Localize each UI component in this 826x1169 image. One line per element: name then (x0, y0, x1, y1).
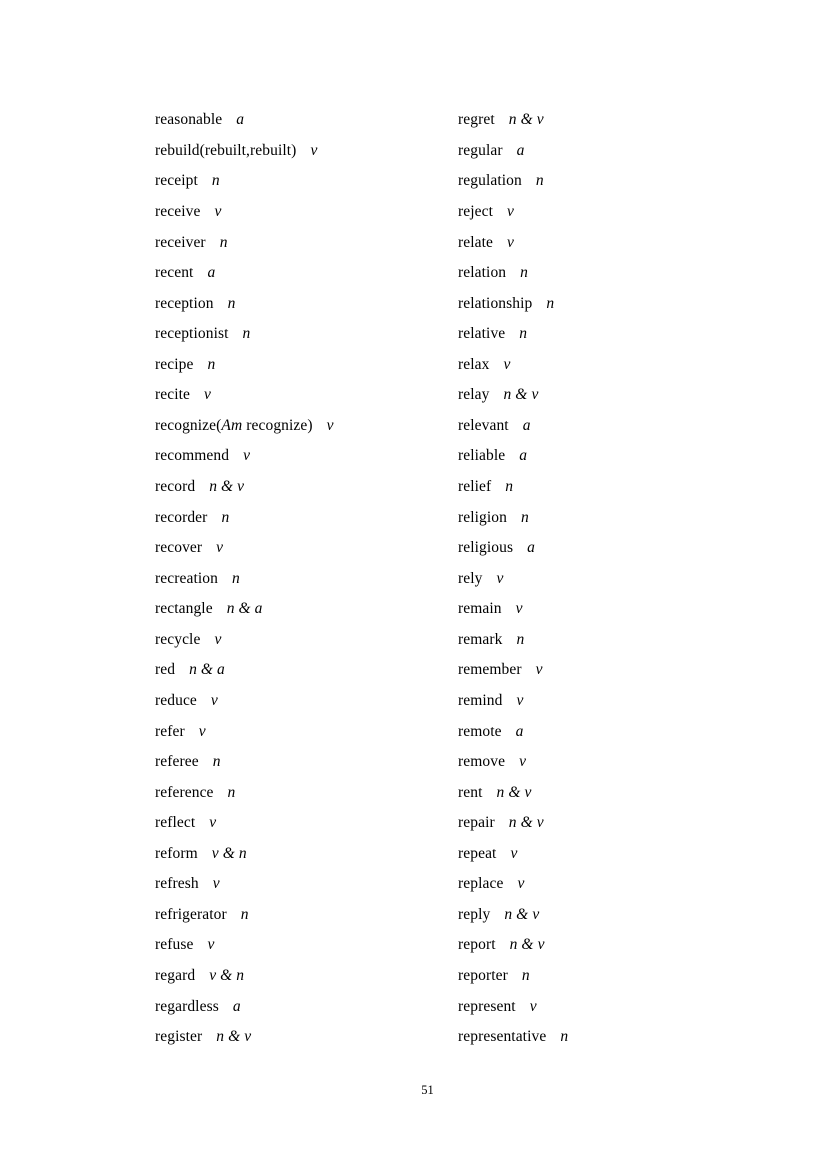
word-entry (155, 1022, 334, 1053)
pos-tag: v (519, 753, 527, 771)
word-entry (155, 411, 334, 442)
word-entry (155, 686, 334, 717)
word-text: reply (458, 905, 491, 923)
word-text: reflect (155, 814, 196, 832)
word-text: religious (458, 539, 514, 557)
word-entry (155, 227, 334, 258)
pos-tag: v (535, 661, 543, 679)
word-entry (155, 869, 334, 900)
pos-tag: n (207, 355, 216, 373)
word-entry (458, 961, 568, 992)
word-entry (155, 930, 334, 961)
word-text: relax (458, 355, 490, 373)
word-entry (458, 197, 568, 228)
pos-tag: v (507, 202, 514, 220)
word-entry (155, 991, 334, 1022)
pos-tag: v (198, 722, 206, 740)
word-entry (155, 258, 334, 289)
word-list-column-left (155, 105, 334, 1052)
word-entry (458, 594, 568, 625)
word-text: regardless (155, 997, 219, 1015)
pos-tag: n & a (226, 600, 263, 618)
word-text: replace (458, 875, 504, 893)
pos-tag: n (521, 967, 530, 985)
pos-tag: n (231, 569, 240, 587)
pos-tag: n (219, 233, 228, 251)
pos-tag: a (519, 447, 528, 465)
word-entry (155, 166, 334, 197)
pos-tag: n (535, 172, 544, 190)
word-entry (458, 808, 568, 839)
word-text: refer (155, 722, 185, 740)
word-entry (155, 716, 334, 747)
pos-tag: a (232, 997, 241, 1015)
word-entry (458, 258, 568, 289)
pos-tag: n & v (508, 111, 544, 129)
pos-tag: n (240, 905, 249, 923)
pos-tag: v & n (211, 844, 247, 862)
word-entry (458, 288, 568, 319)
word-text: reliable (458, 447, 506, 465)
word-text: relevant (458, 416, 509, 434)
pos-tag: v (204, 386, 211, 404)
word-text: recommend (155, 447, 230, 465)
pos-tag: v (216, 539, 224, 557)
word-text: remain (458, 600, 502, 618)
pos-tag: n (242, 325, 251, 343)
word-entry (458, 105, 568, 136)
word-entry (458, 502, 568, 533)
pos-tag: v (517, 875, 525, 893)
word-text: reporter (458, 967, 508, 985)
word-text: refrigerator (155, 905, 227, 923)
word-text: recite (155, 386, 191, 404)
word-entry (458, 716, 568, 747)
word-text: remark (458, 630, 503, 648)
word-entry (458, 839, 568, 870)
pos-tag: v (243, 447, 251, 465)
word-text: rectangle (155, 600, 213, 618)
word-entry (458, 166, 568, 197)
pos-tag: a (522, 416, 531, 434)
word-entry (155, 808, 334, 839)
pos-tag: v (516, 691, 524, 709)
pos-tag: a (515, 722, 524, 740)
pos-tag: v (507, 233, 514, 251)
pos-tag: n (521, 508, 529, 526)
pos-tag: a (207, 264, 216, 282)
word-text: represent (458, 997, 516, 1015)
word-text: remember (458, 661, 522, 679)
word-text: reception (155, 294, 214, 312)
pos-tag: v (210, 691, 218, 709)
word-text: relay (458, 386, 490, 404)
word-text: refresh (155, 875, 199, 893)
word-text: relationship (458, 294, 533, 312)
word-text: recycle (155, 630, 201, 648)
word-entry (155, 380, 334, 411)
word-entry (458, 869, 568, 900)
word-text: religion (458, 508, 508, 526)
word-text: reject (458, 202, 494, 220)
word-entry (155, 319, 334, 350)
pos-tag: v (209, 814, 217, 832)
word-text: regulation (458, 172, 522, 190)
word-text: reform (155, 844, 198, 862)
word-entry (458, 1022, 568, 1053)
word-entry (155, 777, 334, 808)
word-entry (155, 105, 334, 136)
word-text: relate (458, 233, 494, 251)
pos-tag: v (214, 630, 222, 648)
word-entry (458, 380, 568, 411)
word-text: refuse (155, 936, 194, 954)
word-text: receiver (155, 233, 206, 251)
pos-tag: v (496, 569, 504, 587)
pos-tag: v (207, 936, 215, 954)
word-entry (458, 930, 568, 961)
word-text: recognize(Am recognize) (155, 416, 313, 434)
word-entry (458, 686, 568, 717)
word-entry (458, 472, 568, 503)
word-entry (155, 472, 334, 503)
pos-tag: n & v (209, 478, 245, 496)
word-entry (155, 594, 334, 625)
word-list-column-right (458, 105, 568, 1052)
word-entry (458, 655, 568, 686)
word-text: representative (458, 1028, 547, 1046)
pos-tag: n & v (504, 905, 540, 923)
pos-tag: n & v (216, 1028, 252, 1046)
pos-tag: n & v (503, 386, 539, 404)
word-entry (155, 288, 334, 319)
word-text: receive (155, 202, 201, 220)
word-entry (155, 900, 334, 931)
word-text: recorder (155, 508, 208, 526)
word-text: rebuild(rebuilt,rebuilt) (155, 141, 297, 159)
word-text: regular (458, 141, 503, 159)
word-entry (155, 625, 334, 656)
pos-tag: n (546, 294, 555, 312)
pos-tag: a (236, 111, 245, 129)
word-entry (458, 625, 568, 656)
word-entry (458, 441, 568, 472)
pos-tag: v (214, 202, 222, 220)
word-entry (458, 227, 568, 258)
word-entry (155, 350, 334, 381)
pos-tag: n (560, 1028, 569, 1046)
word-text: recipe (155, 355, 194, 373)
word-entry (458, 319, 568, 350)
word-text: regard (155, 967, 196, 985)
pos-tag: v (503, 355, 511, 373)
pos-tag: n (516, 630, 525, 648)
pos-tag: v & n (209, 967, 245, 985)
word-text: referee (155, 753, 199, 771)
word-entry (155, 441, 334, 472)
pos-tag: n & v (508, 814, 544, 832)
word-text: remote (458, 722, 502, 740)
word-text: receptionist (155, 325, 229, 343)
pos-tag: v (515, 600, 523, 618)
word-entry (458, 350, 568, 381)
word-text: relief (458, 478, 492, 496)
word-entry (458, 563, 568, 594)
word-entry (155, 533, 334, 564)
word-entry (155, 839, 334, 870)
word-text: reasonable (155, 111, 223, 129)
pos-tag: n (520, 264, 528, 282)
word-entry (155, 655, 334, 686)
word-entry (155, 502, 334, 533)
pos-tag: n (212, 753, 221, 771)
word-entry (458, 747, 568, 778)
pos-tag: n (505, 478, 514, 496)
word-entry (155, 961, 334, 992)
word-text: repeat (458, 844, 497, 862)
word-text: register (155, 1028, 203, 1046)
word-text: recreation (155, 569, 218, 587)
word-entry (458, 136, 568, 167)
pos-tag: a (516, 141, 525, 159)
word-entry (458, 991, 568, 1022)
word-entry (155, 563, 334, 594)
pos-tag: n (211, 172, 220, 190)
word-text: remove (458, 753, 506, 771)
pos-tag: n (227, 294, 236, 312)
word-text: recent (155, 264, 194, 282)
pos-tag: v (212, 875, 220, 893)
word-entry (155, 747, 334, 778)
pos-tag: n & a (189, 661, 225, 679)
pos-tag: n (221, 508, 230, 526)
pos-tag: v (510, 844, 518, 862)
word-entry (458, 533, 568, 564)
word-text: relative (458, 325, 506, 343)
pos-tag: v (310, 141, 318, 159)
word-text: rent (458, 783, 483, 801)
word-entry (155, 136, 334, 167)
word-entry (458, 900, 568, 931)
word-entry (458, 777, 568, 808)
word-text: record (155, 478, 196, 496)
word-text: report (458, 936, 496, 954)
page-number: 51 (421, 1083, 434, 1097)
word-text: red (155, 661, 176, 679)
word-text: reduce (155, 691, 197, 709)
pos-tag: n & v (496, 783, 532, 801)
word-text: reference (155, 783, 214, 801)
word-text: recover (155, 539, 203, 557)
word-text: regret (458, 111, 495, 129)
word-text: repair (458, 814, 495, 832)
pos-tag: n (519, 325, 528, 343)
pos-tag: n & v (509, 936, 545, 954)
pos-tag: v (529, 997, 537, 1015)
pos-tag: n (227, 783, 236, 801)
word-text: relation (458, 264, 507, 282)
word-entry (155, 197, 334, 228)
pos-tag: a (527, 539, 536, 557)
word-text: receipt (155, 172, 198, 190)
pos-tag: v (326, 416, 334, 434)
word-entry (458, 411, 568, 442)
word-text: rely (458, 569, 483, 587)
word-text: remind (458, 691, 503, 709)
